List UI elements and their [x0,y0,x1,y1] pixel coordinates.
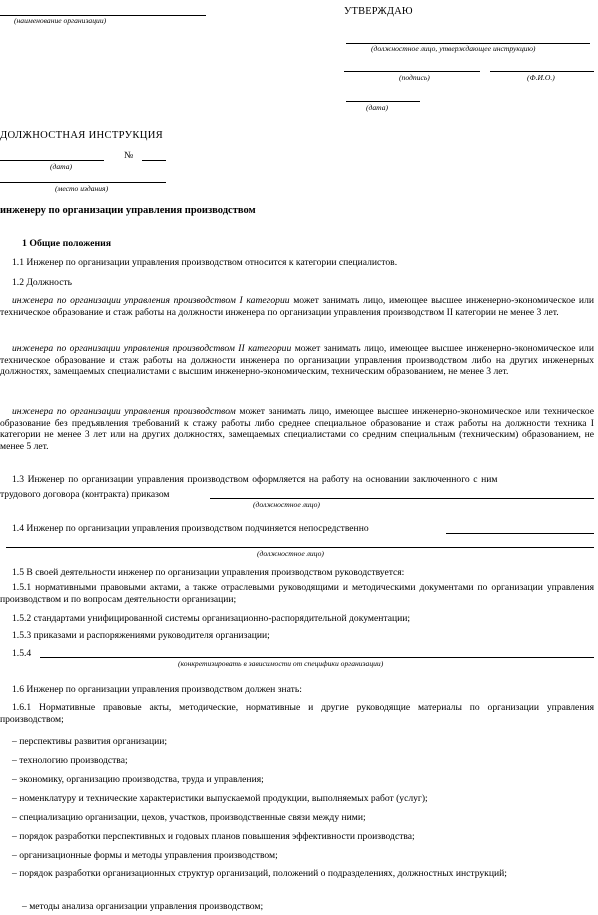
approve-date-caption: (дата) [366,103,389,112]
clause-1-6-1: 1.6.1 Нормативные правовые акты, методические, нормативные и другие руководящие материалы по организации управления производством; [0,702,594,725]
doc-number-sign: № [124,150,134,161]
signature-caption: (подпись) [399,73,430,82]
clause-1-2: 1.2 Должность [12,277,73,288]
category-3-title: инженера по организации управления производством [12,406,236,417]
fio-line [490,71,594,72]
document-kind: ДОЛЖНОСТНАЯ ИНСТРУКЦИЯ [0,130,164,141]
clause-1-1: 1.1 Инженер по организации управления производством относится к категории специалистов. [12,257,398,268]
specifics-caption: (конкретизировать в зависимости от специфики организации) [178,659,384,668]
clause-1-6: 1.6 Инженер по организации управления производством должен знать: [12,684,302,695]
order-author-line [210,498,594,499]
list-item: – технологию производства; [12,755,128,766]
supervisor-caption: (должностное лицо) [257,549,324,558]
category-1-title: инженера по организации управления производством I категории [12,295,290,306]
approve-heading: УТВЕРЖДАЮ [344,6,413,17]
clause-1-3: 1.3 Инженер по организации управления производством оформляется на работу на основании заключенного с ним [12,474,498,485]
list-item: – специализацию организации, цехов, участков, производственные связи между ними; [12,812,366,823]
category-2-title: инженера по организации управления производством II категории [12,343,292,354]
category-2-text: может занимать лицо, имеющее высшее инженерно-экономическое или техническое образование и стаж работы на должности инженера по организации управления производством либо на других инженерных должностях, замещаемых специалистами с высшим инженерно-экономическим, техническим образованием, не менее 3 лет. [0,343,594,377]
category-1-paragraph [0,295,594,318]
clause-1-5: 1.5 В своей деятельности инженер по организации управления производством руководствуется: [12,567,405,578]
clause-1-5-3: 1.5.3 приказами и распоряжениями руководителя организации; [12,630,270,641]
clause-1-4: 1.4 Инженер по организации управления производством подчиняется непосредственно [12,523,369,534]
category-3-paragraph [0,406,594,452]
list-item: – номенклатуру и технические характеристики выпускаемой продукции, выполняемых работ (услуг); [12,793,428,804]
list-item: – перспективы развития организации; [12,736,168,747]
doc-number-line [142,160,166,161]
category-3-text: может занимать лицо, имеющее высшее инженерно-экономическое или техническое образование без предъявления требований к стажу работы либо среднее специальное образование и стаж работы на должности техника I категории не менее 3 лет или на других должностях, замещаемых специалистами со средним специальным (техническим) образованием, не менее 5 лет. [0,406,594,452]
list-item: – экономику, организацию производства, труда и управления; [12,774,264,785]
fio-caption: (Ф.И.О.) [527,73,555,82]
doc-date-line [0,160,104,161]
organization-name-caption: (наименование организации) [14,16,107,25]
doc-date-caption: (дата) [50,162,73,171]
supervisor-line-1 [446,533,594,534]
approve-date-line [346,101,420,102]
approver-position-caption: (должностное лицо, утверждающее инструкцию) [371,44,536,53]
order-author-caption: (должностное лицо) [253,500,320,509]
supervisor-line-2 [6,547,594,548]
document-title: инженеру по организации управления производством [0,205,256,216]
doc-place-line [0,182,166,183]
specifics-line [40,657,594,658]
clause-1-3-order: трудового договора (контракта) приказом [0,489,170,500]
list-item: – порядок разработки организационных структур организаций, положений о подразделениях, должностных инструкций; [12,868,507,879]
signature-line [344,71,480,72]
list-item: – организационные формы и методы управления производством; [12,850,278,861]
clause-1-5-4: 1.5.4 [12,648,32,659]
doc-place-caption: (место издания) [55,184,109,193]
clause-1-5-1: 1.5.1 нормативными правовыми актами, а также отраслевыми руководящими и методическими документами по организации управления производством и по вопросам деятельности организации; [0,582,594,605]
section-heading: 1 Общие положения [22,238,112,249]
list-item: – порядок разработки перспективных и годовых планов повышения эффективности производства; [12,831,415,842]
category-1-text: может занимать лицо, имеющее высшее инженерно-экономическое или техническое образование и стаж работы на должности инженера по организации управления производством II категории не менее 3 лет. [0,295,594,318]
list-item: – методы анализа организации управления производством; [22,901,264,912]
clause-1-5-2: 1.5.2 стандартами унифицированной системы организационно-распорядительной документации; [12,613,411,624]
category-2-paragraph [0,343,594,378]
